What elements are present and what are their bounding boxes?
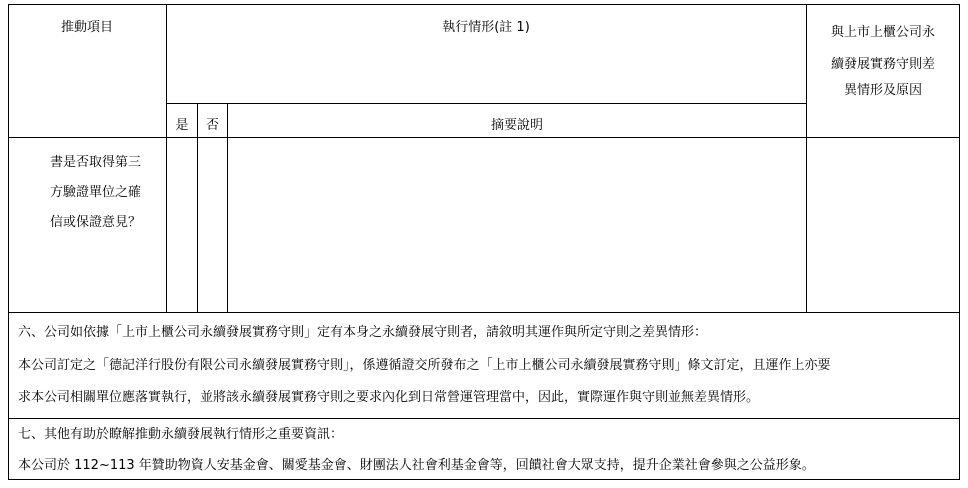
col-summary: 摘要說明: [490, 118, 543, 133]
table-right-border: [959, 4, 960, 480]
col-yes: 是: [175, 118, 189, 133]
header-status: 執行情形(註 1): [442, 20, 530, 35]
section7-heading: 七、其他有助於瞭解推動永續發展執行情形之重要資訊：: [18, 427, 344, 442]
row-item-line: 信或保證意見？: [50, 215, 142, 230]
header-bottom-line: [8, 137, 960, 138]
col-no: 否: [205, 118, 219, 133]
header-diff: [807, 17, 959, 99]
section6-heading: 六、公司如依據「上市上櫃公司永續發展實務守則」定有本身之永續發展守則者，請敘明其運作與所定守則之差異情形：: [18, 325, 708, 340]
section7-body: 本公司於 112~113 年贊助物資人安基金會、關愛基金會、財團法人社會利基金會等，回饋社會大眾支持，提升企業社會參與之公益形象。: [18, 458, 815, 473]
row-item-line: 方驗證單位之確: [50, 185, 142, 200]
header-diff-line: 續發展實務守則差: [830, 57, 935, 72]
header-divider-line: [166, 103, 807, 104]
header-diff-line: 與上市上櫃公司永: [830, 25, 935, 40]
table-bottom-border: [8, 479, 960, 480]
row-bottom-line: [8, 312, 960, 313]
row-item-line: 書是否取得第三: [50, 155, 142, 170]
section6-body-line: 本公司訂定之「德記洋行股份有限公司永續發展實務守則」，係遵循證交所發布之「上市上櫃公司永續發展實務守則」條文訂定，且運作上亦要: [18, 358, 831, 373]
section6-body-line: 求本公司相關單位應落實執行，並將該永續發展實務守則之要求內化到日常營運管理當中，因此，實際運作與守則並無差異情形。: [18, 390, 760, 405]
row-item: [8, 148, 166, 238]
header-diff-line: 異情形及原因: [843, 83, 922, 98]
table-top-border: [8, 4, 960, 5]
header-item: 推動項目: [60, 20, 113, 35]
table-left-border: [8, 4, 9, 480]
section-divider-line: [8, 418, 960, 419]
